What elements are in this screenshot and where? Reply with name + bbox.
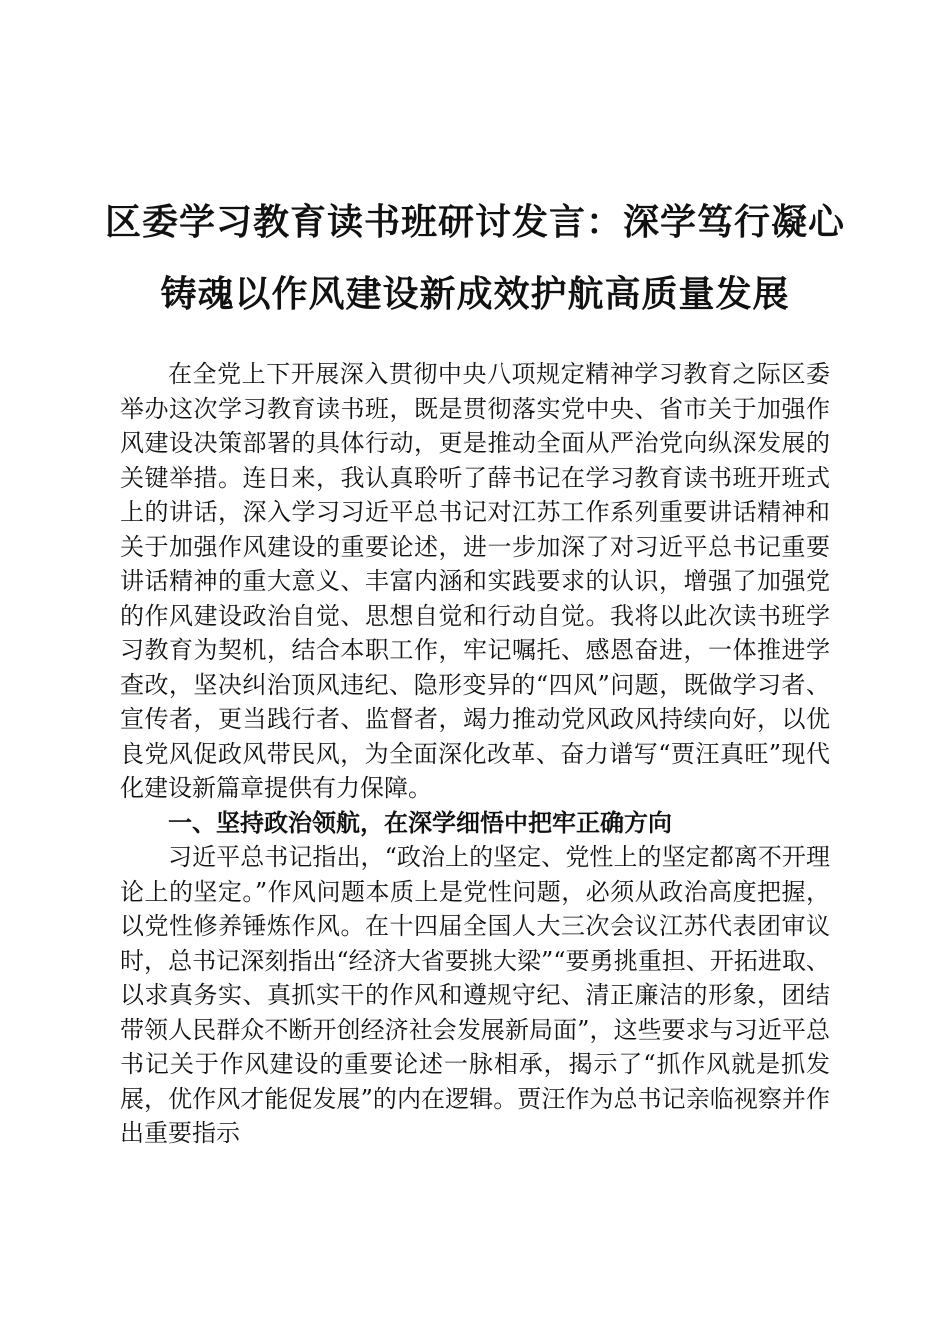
- document-title: [100, 187, 850, 331]
- title-line-2: 铸魂以作风建设新成效护航高质量发展: [160, 274, 790, 316]
- section-1-paragraph: 习近平总书记指出，“政治上的坚定、党性上的坚定都离不开理论上的坚定。”作风问题本质上是党性问题，必须从政治高度把握，以党性修养锤炼作风。在十四届全国人大三次会议江苏代表团审议时，总书记深刻指出“经济大省要挑大梁”“要勇挑重担、开拓进取、以求真务实、真抓实干的作风和遵规守纪、清正廉洁的形象，团结带领人民群众不断开创经济社会发展新局面”，这些要求与习近平总书记关于作风建设的重要论述一脉相承，揭示了“抓作风就是抓发展，优作风才能促发展”的内在逻辑。贾汪作为总书记亲临视察并作出重要指示: [120, 843, 830, 1147]
- document-body: [120, 357, 830, 1151]
- section-heading-1: 一、坚持政治领航，在深学细悟中把牢正确方向: [168, 808, 672, 837]
- title-line-1: 区委学习教育读书班研讨发言：深学笃行凝心: [104, 202, 845, 244]
- intro-paragraph: 在全党上下开展深入贯彻中央八项规定精神学习教育之际区委举办这次学习教育读书班，既是贯彻落实党中央、省市关于加强作风建设决策部署的具体行动，更是推动全面从严治党向纵深发展的关键举措。连日来，我认真聆听了薛书记在学习教育读书班开班式上的讲话，深入学习习近平总书记对江苏工作系列重要讲话精神和关于加强作风建设的重要论述，进一步加深了对习近平总书记重要讲话精神的重大意义、丰富内涵和实践要求的认识，增强了加强党的作风建设政治自觉、思想自觉和行动自觉。我将以此次读书班学习教育为契机，结合本职工作，牢记嘱托、感恩奋进，一体推进学查改，坚决纠治顶风违纪、隐形变异的“四风”问题，既做学习者、宣传者，更当践行者、监督者，竭力推动党风政风持续向好，以优良党风促政风带民风，为全面深化改革、奋力谱写“贾汪真旺”现代化建设新篇章提供有力保障。: [120, 360, 830, 802]
